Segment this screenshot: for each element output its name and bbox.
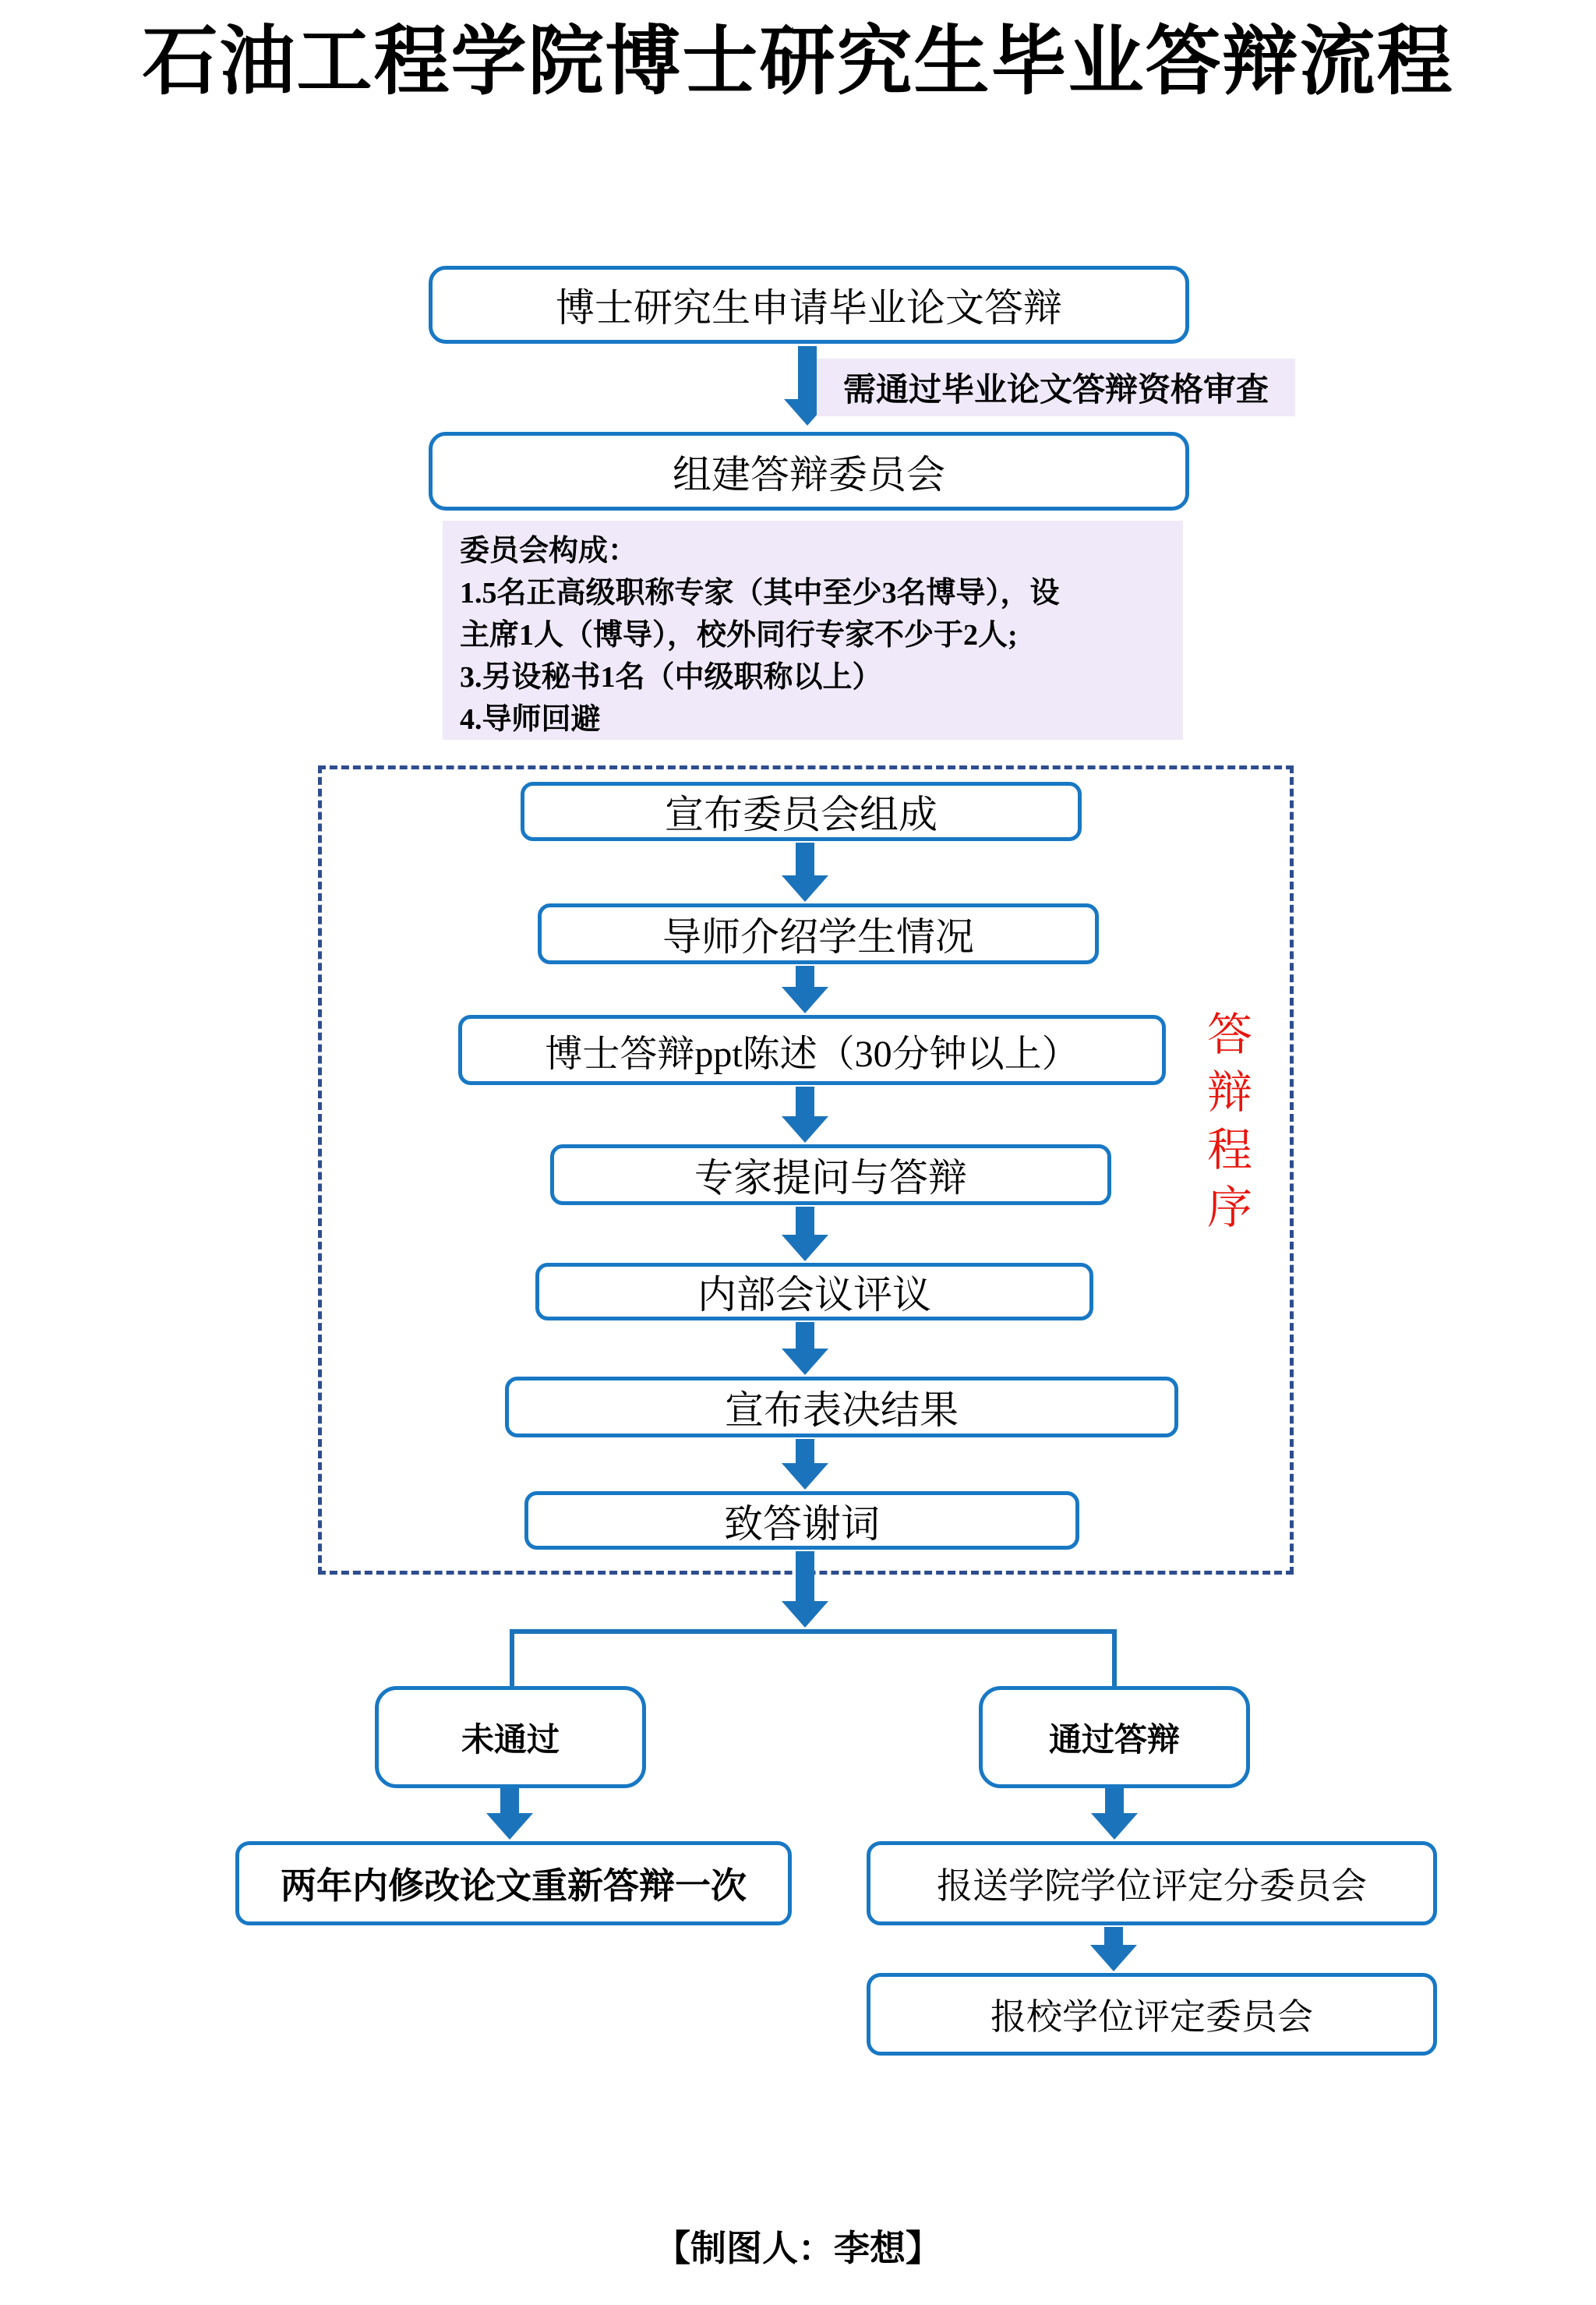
chart-author-credit: 【制图人：李想】 [655, 2228, 941, 2268]
arrow-head [1090, 1945, 1137, 1971]
arrow-shaft [796, 966, 814, 987]
arrow-shaft [1105, 1788, 1124, 1813]
arrow-head [782, 987, 828, 1013]
flow-box-passed: 通过答辩 [979, 1686, 1250, 1788]
connector-line-right [1112, 1629, 1117, 1688]
note-line: 3.另设秘书1名（中级职称以上） [460, 661, 882, 694]
page-title: 石油工程学院博士研究生毕业答辩流程 [142, 19, 1454, 104]
note-line: 1.5名正高级职称专家（其中至少3名博导），设 [460, 577, 1060, 610]
procedure-vertical-label: 答辩程序 [1200, 1010, 1251, 1241]
arrow-shaft [796, 843, 814, 875]
flow-box-apply-defense: 博士研究生申请毕业论文答辩 [429, 266, 1189, 344]
flow-box-ppt-presentation: 博士答辩ppt陈述（30分钟以上） [458, 1015, 1166, 1085]
arrow-down-icon [782, 1439, 828, 1490]
flow-box-announce-vote-result: 宣布表决结果 [505, 1377, 1178, 1437]
arrow-head [782, 1116, 828, 1143]
flow-box-redefense-in-two-years: 两年内修改论文重新答辩一次 [235, 1841, 792, 1925]
arrow-down-icon [782, 1551, 828, 1628]
flow-box-not-passed: 未通过 [375, 1686, 646, 1788]
arrow-head [782, 1601, 828, 1628]
note-line: 主席1人（博导），校外同行专家不少于2人; [460, 619, 1018, 652]
connector-line-left [510, 1629, 514, 1688]
arrow-shaft [796, 1087, 814, 1116]
note-line: 委员会构成： [460, 535, 638, 567]
arrow-head [1091, 1813, 1138, 1840]
flow-box-advisor-intro: 导师介绍学生情况 [538, 903, 1099, 964]
arrow-shaft [796, 1207, 814, 1235]
arrow-shaft [796, 1322, 814, 1349]
arrow-down-icon [782, 1087, 828, 1143]
arrow-head [486, 1813, 533, 1840]
qualification-review-note: 需通过毕业论文答辩资格审查 [817, 359, 1295, 416]
arrow-head [782, 1463, 828, 1490]
arrow-head [782, 1349, 828, 1375]
arrow-shaft [796, 1439, 814, 1463]
arrow-shaft [798, 346, 817, 399]
note-line: 4.导师回避 [460, 703, 601, 736]
arrow-down-icon [782, 1322, 828, 1375]
flow-box-internal-review: 内部会议评议 [535, 1263, 1093, 1320]
flow-box-university-degree-committee: 报校学位评定委员会 [867, 1973, 1437, 2056]
arrow-down-icon [486, 1788, 533, 1840]
committee-composition-note [443, 521, 1183, 740]
arrow-down-icon [782, 966, 828, 1013]
flow-box-college-degree-subcommittee: 报送学院学位评定分委员会 [867, 1841, 1437, 1925]
arrow-shaft [1104, 1927, 1123, 1945]
arrow-head [782, 875, 828, 902]
arrow-down-icon [1090, 1927, 1137, 1971]
arrow-shaft [500, 1788, 519, 1813]
flow-box-thanks-speech: 致答谢词 [524, 1491, 1079, 1550]
connector-line-horizontal [510, 1629, 1117, 1634]
arrow-down-icon [782, 843, 828, 902]
flow-box-announce-committee: 宣布委员会组成 [521, 782, 1082, 841]
flow-box-form-committee: 组建答辩委员会 [429, 432, 1189, 511]
arrow-down-icon [782, 1207, 828, 1261]
arrow-down-icon [1091, 1788, 1138, 1840]
arrow-head [782, 1235, 828, 1261]
arrow-shaft [796, 1551, 814, 1601]
flow-box-expert-questions: 专家提问与答辩 [550, 1144, 1111, 1205]
